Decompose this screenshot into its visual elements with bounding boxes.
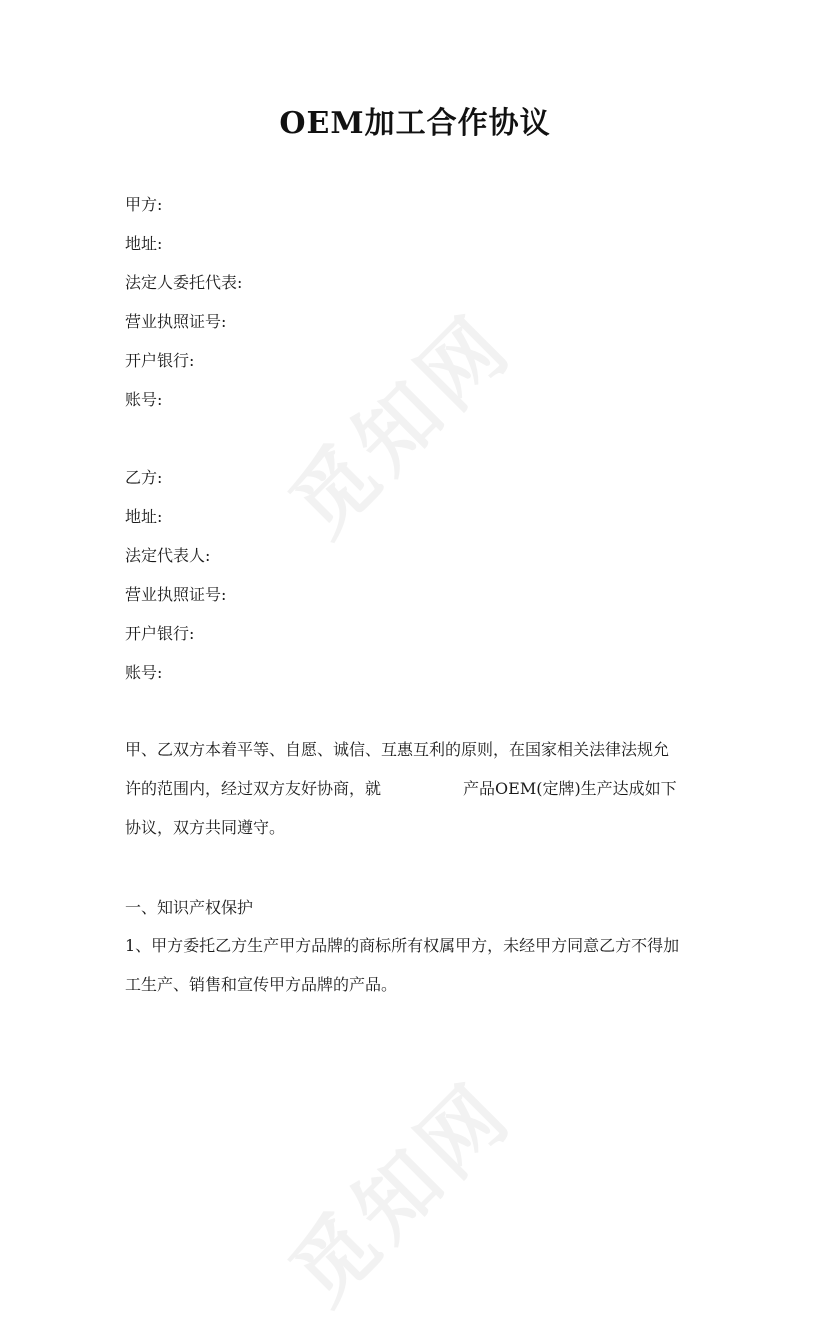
section-1-item-1 — [125, 926, 710, 1004]
intro-line-2-end: 产品OEM(定牌)生产达成如下 — [463, 779, 677, 798]
section-1-item-1-line-2: 工生产、销售和宣传甲方品牌的产品。 — [125, 975, 398, 994]
party-a-license-label: 营业执照证号: — [125, 312, 227, 331]
document-title: OEM加工合作协议 — [279, 106, 551, 141]
party-a-name-label: 甲方: — [125, 195, 163, 214]
intro-line-2 — [125, 769, 710, 808]
intro-line-1: 甲、乙双方本着平等、自愿、诚信、互惠互利的原则，在国家相关法律法规允 — [125, 740, 670, 759]
watermark: 觅知网 — [272, 295, 532, 555]
intro-paragraph — [125, 730, 710, 847]
party-b-license-label: 营业执照证号: — [125, 585, 227, 604]
party-a-bank-label: 开户银行: — [125, 351, 195, 370]
party-a-account-label: 账号: — [125, 390, 163, 409]
party-b-account-label: 账号: — [125, 663, 163, 682]
party-b-address-label: 地址: — [125, 507, 163, 526]
party-b-rep-label: 法定代表人: — [125, 546, 211, 565]
section-1-heading: 一、知识产权保护 — [125, 898, 254, 917]
section-1-item-1-line-1: 1、甲方委托乙方生产甲方品牌的商标所有权属甲方，未经甲方同意乙方不得加 — [125, 936, 680, 955]
party-a-rep-label: 法定人委托代表: — [125, 273, 243, 292]
intro-line-3: 协议，双方共同遵守。 — [125, 818, 286, 837]
party-a-address-label: 地址: — [125, 234, 163, 253]
party-b-name-label: 乙方: — [125, 468, 163, 487]
intro-line-2-start: 许的范围内，经过双方友好协商，就 — [125, 779, 382, 798]
party-b-bank-label: 开户银行: — [125, 624, 195, 643]
watermark-bottom: 觅知网 — [272, 1063, 532, 1323]
